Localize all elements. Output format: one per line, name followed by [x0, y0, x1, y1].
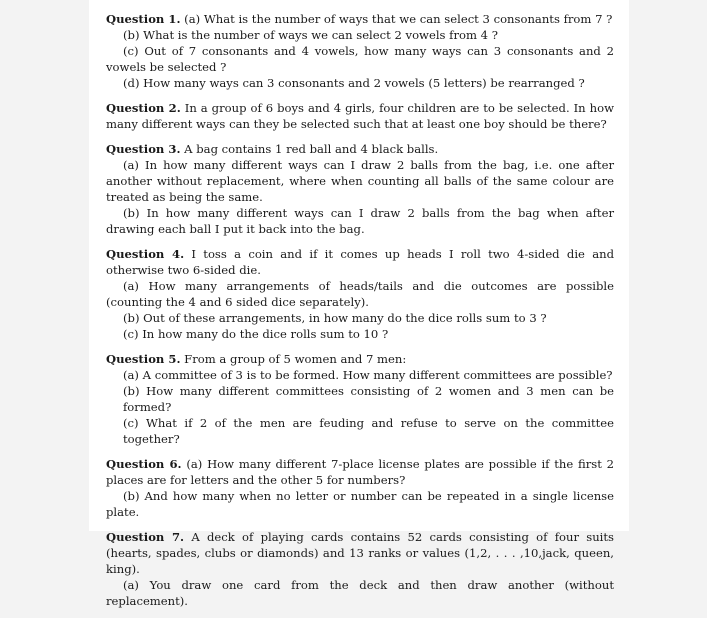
question-7-label: Question 7.	[106, 530, 185, 544]
question-2-label: Question 2.	[106, 101, 181, 115]
question-5-part-a: (a) A committee of 3 is to be formed. How many different committees are possible?	[123, 368, 613, 382]
question-list	[106, 11, 614, 618]
question-3-text: A bag contains 1 red ball and 4 black balls.	[180, 142, 439, 156]
question-6-intro	[106, 456, 614, 488]
question-1-label: Question 1.	[106, 12, 181, 26]
question-4	[106, 246, 614, 342]
document-page	[89, 0, 629, 608]
question-1-part-c: (c) Out of 7 consonants and 4 vowels, how many ways can 3 consonants and 2 vowels be selected ?	[106, 44, 614, 74]
question-5-text: From a group of 5 women and 7 men:	[180, 352, 407, 366]
question-1-part-d: (d) How many ways can 3 consonants and 2 vowels (5 letters) be rearranged ?	[123, 76, 585, 90]
question-4-part-a: (a) How many arrangements of heads/tails and die outcomes are possible (counting the 4 and 6 sided dice separately).	[106, 279, 614, 309]
question-3-label: Question 3.	[106, 142, 181, 156]
question-6-text: (a) How many different 7-place license plates are possible if the first 2 places are for letters and the other 5 for numbers?	[106, 457, 614, 487]
question-1	[106, 11, 614, 91]
question-6	[106, 456, 614, 520]
question-4-text: I toss a coin and if it comes up heads I roll two 4-sided die and otherwise two 6-sided die.	[106, 247, 614, 277]
question-7-part-a: (a) You draw one card from the deck and then draw another (without replacement).	[106, 578, 614, 608]
question-5-part-c: (c) What if 2 of the men are feuding and refuse to serve on the committee together?	[123, 416, 614, 446]
question-7-intro	[106, 529, 614, 577]
question-5	[106, 351, 614, 447]
question-3-intro	[106, 141, 614, 157]
question-1-intro	[106, 11, 614, 27]
question-2	[106, 100, 614, 132]
question-3-part-b: (b) In how many different ways can I draw 2 balls from the bag when after drawing each ball I put it back into the bag.	[106, 206, 614, 236]
question-5-part-b: (b) How many different committees consisting of 2 women and 3 men can be formed?	[123, 384, 614, 414]
question-3-part-a: (a) In how many different ways can I draw 2 balls from the bag, i.e. one after another without replacement, where when counting all balls of the same colour are treated as being the same.	[106, 158, 614, 204]
question-5-label: Question 5.	[106, 352, 181, 366]
question-1-part-b: (b) What is the number of ways we can select 2 vowels from 4 ?	[123, 28, 498, 42]
question-7-text: A deck of playing cards contains 52 cards consisting of four suits (hearts, spades, clubs or diamonds) and 13 ranks or values (1,2, . . . ,10,jack, queen, king).	[106, 530, 614, 576]
question-2-text: In a group of 6 boys and 4 girls, four children are to be selected. In how many different ways can they be selected such that at least one boy should be there?	[106, 101, 614, 131]
question-1-text: (a) What is the number of ways that we can select 3 consonants from 7 ?	[180, 12, 613, 26]
question-4-intro	[106, 246, 614, 278]
question-4-part-c: (c) In how many do the dice rolls sum to 10 ?	[123, 327, 389, 341]
question-6-part-b: (b) And how many when no letter or number can be repeated in a single license plate.	[106, 489, 614, 519]
question-3	[106, 141, 614, 237]
question-6-label: Question 6.	[106, 457, 182, 471]
question-5-intro	[106, 351, 614, 367]
question-4-part-b: (b) Out of these arrangements, in how many do the dice rolls sum to 3 ?	[123, 311, 547, 325]
question-7	[106, 529, 614, 609]
question-2-intro	[106, 100, 614, 132]
question-4-label: Question 4.	[106, 247, 185, 261]
